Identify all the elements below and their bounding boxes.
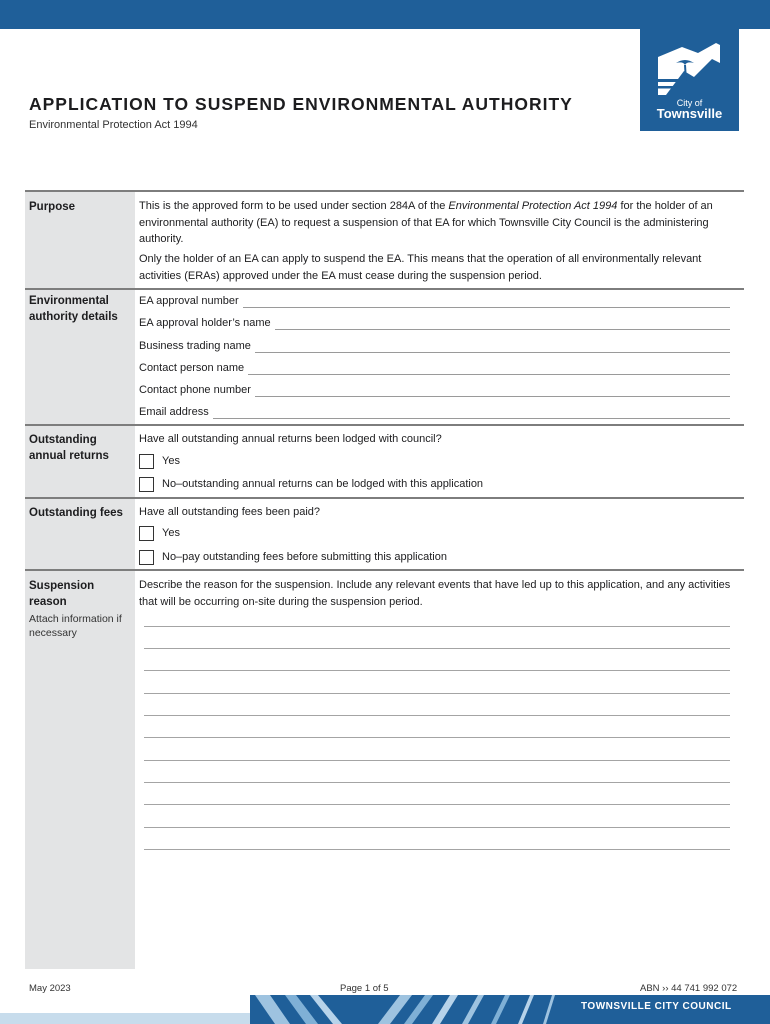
- checkbox[interactable]: [139, 550, 154, 565]
- option-label: Yes: [162, 455, 180, 467]
- contact-person-name-field[interactable]: [139, 359, 730, 375]
- field-input[interactable]: [275, 319, 730, 330]
- field-input[interactable]: [213, 408, 730, 419]
- option-label: No–pay outstanding fees before submitting this application: [162, 551, 447, 563]
- contact-phone-number-field[interactable]: [139, 381, 730, 397]
- divider: [25, 424, 744, 426]
- attach-info-note: Attach information if necessary: [29, 613, 122, 639]
- purpose-paragraph-1: This is the approved form to be used under section 284A of the Environmental Protection Act 1994 for the holder of an environmental authority (EA) to request a suspension of that EA for which Townsville City Council is the administering authority.: [139, 200, 713, 245]
- writing-line: [144, 715, 730, 716]
- checkbox[interactable]: [139, 477, 154, 492]
- footer-brand: TOWNSVILLE CITY COUNCIL: [581, 1001, 732, 1012]
- annual-returns-question: Have all outstanding annual returns been lodged with council?: [139, 433, 442, 445]
- ea-approval-number-field[interactable]: [139, 292, 730, 308]
- purpose-label: Purpose: [29, 201, 76, 213]
- writing-line: [144, 670, 730, 671]
- field-label: Business trading name: [139, 340, 251, 352]
- writing-line: [144, 648, 730, 649]
- footer-page-number: Page 1 of 5: [340, 983, 389, 994]
- field-label: EA approval number: [139, 295, 239, 307]
- outstanding-fees-question: Have all outstanding fees been paid?: [139, 506, 321, 518]
- logo-city-of: City of: [676, 98, 703, 108]
- field-label: EA approval holder’s name: [139, 317, 271, 329]
- checkbox[interactable]: [139, 454, 154, 469]
- writing-line: [144, 849, 730, 850]
- field-input[interactable]: [243, 297, 730, 308]
- option-label: No–outstanding annual returns can be lodged with this application: [162, 478, 484, 490]
- writing-line: [144, 827, 730, 828]
- page-subtitle: Environmental Protection Act 1994: [29, 119, 198, 131]
- field-label: Contact person name: [139, 362, 245, 374]
- writing-line: [144, 782, 730, 783]
- writing-line: [144, 804, 730, 805]
- ea-details-label: Environmental authority details: [29, 295, 118, 323]
- ea-holder-name-field[interactable]: [139, 314, 730, 330]
- annual-returns-label: Outstanding annual returns: [29, 434, 109, 462]
- field-label: Contact phone number: [139, 384, 251, 396]
- divider: [25, 288, 744, 290]
- returns-yes-option[interactable]: [139, 453, 180, 469]
- field-input[interactable]: [248, 364, 730, 375]
- returns-no-option[interactable]: [139, 476, 483, 492]
- fees-no-option[interactable]: [139, 549, 447, 565]
- page-title: APPLICATION TO SUSPEND ENVIRONMENTAL AUTHORITY: [29, 94, 573, 114]
- logo-name: Townsville: [656, 106, 723, 121]
- header-band: [0, 0, 770, 29]
- checkbox[interactable]: [139, 526, 154, 541]
- footer-abn: ABN ›› 44 741 992 072: [640, 983, 738, 994]
- business-trading-name-field[interactable]: [139, 337, 730, 353]
- option-label: Yes: [162, 527, 180, 539]
- field-label: Email address: [139, 406, 209, 418]
- writing-line: [144, 760, 730, 761]
- field-input[interactable]: [255, 342, 730, 353]
- outstanding-fees-label: Outstanding fees: [29, 507, 123, 519]
- divider: [25, 190, 744, 192]
- city-emblem-icon: [654, 41, 725, 97]
- email-address-field[interactable]: [139, 403, 730, 419]
- suspension-reason-label: Suspension reason: [29, 580, 95, 608]
- footer-date: May 2023: [29, 983, 71, 994]
- purpose-paragraph-2: Only the holder of an EA can apply to suspend the EA. This means that the operation of all environmentally relevant activities (ERAs) approved under the EA must cease during the suspension period.: [139, 253, 702, 282]
- divider: [25, 497, 744, 499]
- fees-yes-option[interactable]: [139, 525, 180, 541]
- writing-line: [144, 693, 730, 694]
- divider: [25, 569, 744, 571]
- suspension-reason-prompt: Describe the reason for the suspension. Include any relevant events that have led up to this application, and any activities that will be occurring on-site during the suspension period.: [139, 579, 731, 608]
- writing-line: [144, 626, 730, 627]
- field-input[interactable]: [255, 386, 730, 397]
- townsville-logo: [640, 29, 739, 131]
- writing-line: [144, 737, 730, 738]
